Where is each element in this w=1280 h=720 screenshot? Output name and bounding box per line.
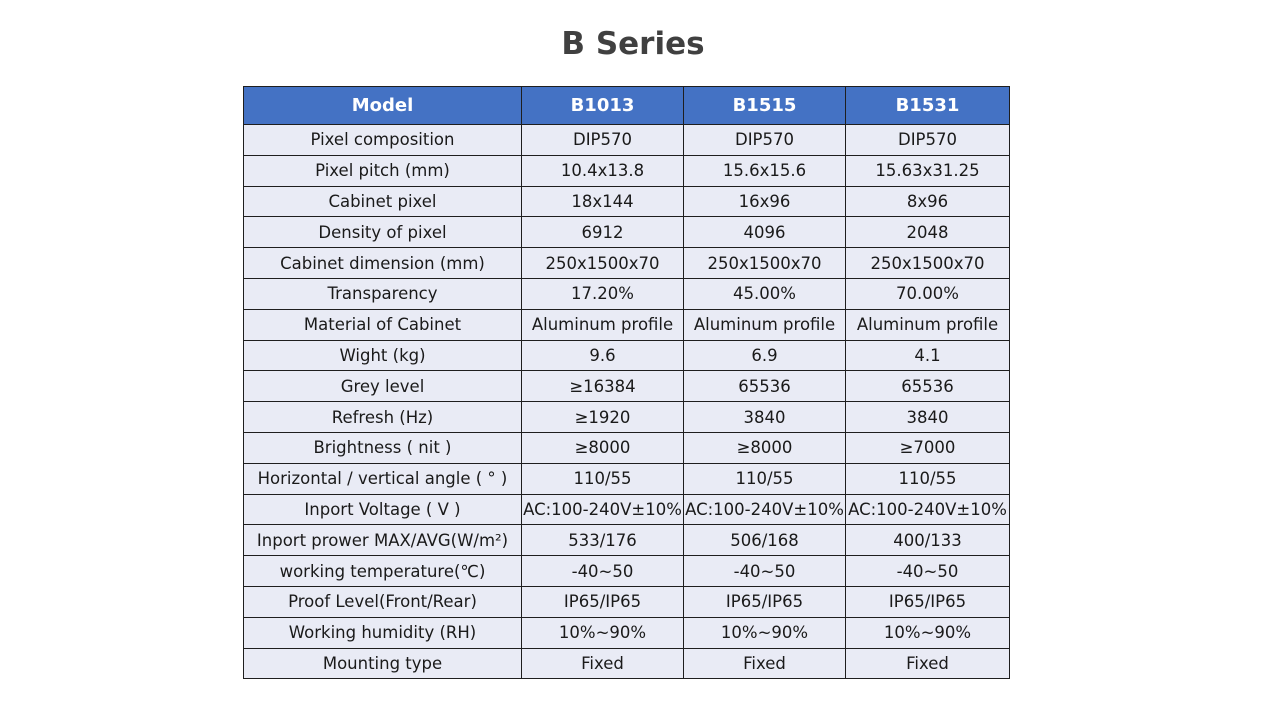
table-row bbox=[244, 432, 1010, 463]
row-label: Mounting type bbox=[244, 648, 522, 679]
cell-b1013: 10%~90% bbox=[522, 617, 684, 648]
cell-b1531: Aluminum profile bbox=[846, 309, 1010, 340]
cell-b1515: Aluminum profile bbox=[684, 309, 846, 340]
cell-b1515: -40~50 bbox=[684, 556, 846, 587]
row-label: Wight (kg) bbox=[244, 340, 522, 371]
row-label: Horizontal / vertical angle ( ° ) bbox=[244, 463, 522, 494]
table-row bbox=[244, 648, 1010, 679]
row-label: Proof Level(Front/Rear) bbox=[244, 586, 522, 617]
table-row bbox=[244, 278, 1010, 309]
row-label: Material of Cabinet bbox=[244, 309, 522, 340]
cell-b1531: 250x1500x70 bbox=[846, 248, 1010, 279]
cell-b1531: -40~50 bbox=[846, 556, 1010, 587]
cell-b1515: AC:100-240V±10% bbox=[684, 494, 846, 525]
cell-b1531: 400/133 bbox=[846, 525, 1010, 556]
table-body bbox=[244, 125, 1010, 679]
header-cell-b1515: B1515 bbox=[684, 87, 846, 125]
cell-b1013: DIP570 bbox=[522, 125, 684, 156]
table-row bbox=[244, 525, 1010, 556]
row-label: Inport Voltage ( V ) bbox=[244, 494, 522, 525]
table-row bbox=[244, 494, 1010, 525]
cell-b1013: 18x144 bbox=[522, 186, 684, 217]
table-row bbox=[244, 155, 1010, 186]
row-label: Pixel composition bbox=[244, 125, 522, 156]
table-header-row bbox=[244, 87, 1010, 125]
cell-b1013: 110/55 bbox=[522, 463, 684, 494]
cell-b1515: ≥8000 bbox=[684, 432, 846, 463]
cell-b1531: Fixed bbox=[846, 648, 1010, 679]
header-cell-b1013: B1013 bbox=[522, 87, 684, 125]
cell-b1013: ≥16384 bbox=[522, 371, 684, 402]
row-label: Refresh (Hz) bbox=[244, 402, 522, 433]
cell-b1013: 533/176 bbox=[522, 525, 684, 556]
spec-table bbox=[243, 86, 1010, 679]
cell-b1515: 45.00% bbox=[684, 278, 846, 309]
cell-b1515: DIP570 bbox=[684, 125, 846, 156]
cell-b1515: Fixed bbox=[684, 648, 846, 679]
cell-b1531: DIP570 bbox=[846, 125, 1010, 156]
cell-b1013: 6912 bbox=[522, 217, 684, 248]
cell-b1531: 8x96 bbox=[846, 186, 1010, 217]
cell-b1515: 10%~90% bbox=[684, 617, 846, 648]
table-row bbox=[244, 125, 1010, 156]
cell-b1013: 9.6 bbox=[522, 340, 684, 371]
cell-b1515: 250x1500x70 bbox=[684, 248, 846, 279]
cell-b1013: Fixed bbox=[522, 648, 684, 679]
cell-b1013: 10.4x13.8 bbox=[522, 155, 684, 186]
cell-b1515: 16x96 bbox=[684, 186, 846, 217]
header-cell-model: Model bbox=[244, 87, 522, 125]
cell-b1515: 6.9 bbox=[684, 340, 846, 371]
row-label: Cabinet dimension (mm) bbox=[244, 248, 522, 279]
cell-b1531: IP65/IP65 bbox=[846, 586, 1010, 617]
cell-b1531: 2048 bbox=[846, 217, 1010, 248]
header-cell-b1531: B1531 bbox=[846, 87, 1010, 125]
cell-b1013: 17.20% bbox=[522, 278, 684, 309]
cell-b1531: 3840 bbox=[846, 402, 1010, 433]
table-row bbox=[244, 617, 1010, 648]
row-label: Pixel pitch (mm) bbox=[244, 155, 522, 186]
row-label: working temperature(℃) bbox=[244, 556, 522, 587]
cell-b1013: ≥1920 bbox=[522, 402, 684, 433]
cell-b1531: 70.00% bbox=[846, 278, 1010, 309]
cell-b1531: AC:100-240V±10% bbox=[846, 494, 1010, 525]
cell-b1515: 4096 bbox=[684, 217, 846, 248]
cell-b1515: 3840 bbox=[684, 402, 846, 433]
table-row bbox=[244, 463, 1010, 494]
row-label: Brightness ( nit ) bbox=[244, 432, 522, 463]
table-row bbox=[244, 371, 1010, 402]
cell-b1515: 110/55 bbox=[684, 463, 846, 494]
cell-b1013: -40~50 bbox=[522, 556, 684, 587]
cell-b1013: 250x1500x70 bbox=[522, 248, 684, 279]
table-row bbox=[244, 402, 1010, 433]
cell-b1531: 110/55 bbox=[846, 463, 1010, 494]
cell-b1013: Aluminum profile bbox=[522, 309, 684, 340]
cell-b1013: IP65/IP65 bbox=[522, 586, 684, 617]
table-row bbox=[244, 340, 1010, 371]
table-row bbox=[244, 556, 1010, 587]
row-label: Density of pixel bbox=[244, 217, 522, 248]
cell-b1531: 15.63x31.25 bbox=[846, 155, 1010, 186]
page-title: B Series bbox=[561, 26, 705, 62]
row-label: Transparency bbox=[244, 278, 522, 309]
cell-b1515: IP65/IP65 bbox=[684, 586, 846, 617]
cell-b1515: 506/168 bbox=[684, 525, 846, 556]
table-row bbox=[244, 248, 1010, 279]
table-row bbox=[244, 309, 1010, 340]
table-row bbox=[244, 586, 1010, 617]
row-label: Inport prower MAX/AVG(W/m²) bbox=[244, 525, 522, 556]
cell-b1531: ≥7000 bbox=[846, 432, 1010, 463]
row-label: Working humidity (RH) bbox=[244, 617, 522, 648]
cell-b1531: 4.1 bbox=[846, 340, 1010, 371]
table-row bbox=[244, 186, 1010, 217]
cell-b1013: ≥8000 bbox=[522, 432, 684, 463]
cell-b1013: AC:100-240V±10% bbox=[522, 494, 684, 525]
table-row bbox=[244, 217, 1010, 248]
row-label: Grey level bbox=[244, 371, 522, 402]
row-label: Cabinet pixel bbox=[244, 186, 522, 217]
cell-b1515: 65536 bbox=[684, 371, 846, 402]
cell-b1531: 10%~90% bbox=[846, 617, 1010, 648]
cell-b1515: 15.6x15.6 bbox=[684, 155, 846, 186]
cell-b1531: 65536 bbox=[846, 371, 1010, 402]
